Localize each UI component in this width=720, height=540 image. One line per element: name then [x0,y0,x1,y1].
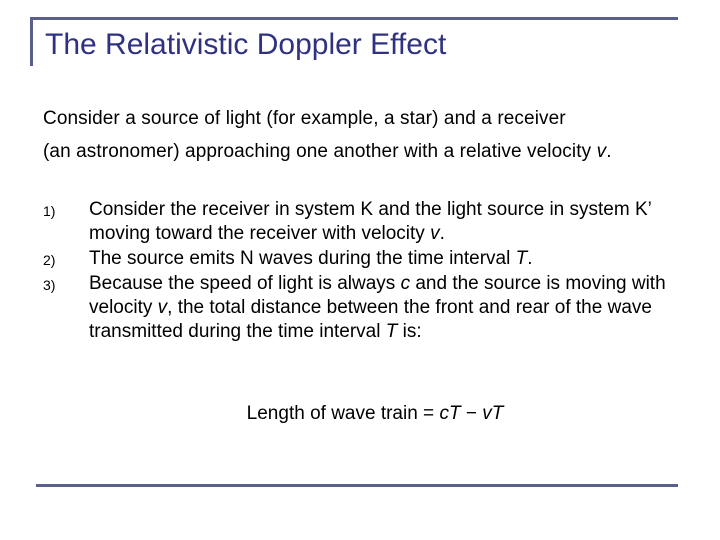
intro-period: . [606,141,612,162]
wave-train-formula [0,403,720,425]
slide-frame-left-rule [30,17,33,66]
list-text: Because the speed of light is always [89,273,401,294]
intro-line-1: Consider a source of light (for example, a star) and a receiver [43,108,566,129]
time-variable: T [385,321,398,342]
list-text: . [439,223,445,244]
velocity-variable: v [157,297,168,318]
list-number: 2) [43,252,56,268]
slide-frame-top-rule [30,17,678,20]
formula-prefix: Length of wave train = [246,403,440,424]
slide-title: The Relativistic Doppler Effect [45,28,447,61]
intro-line-2: (an astronomer) approaching one another with a relative velocity [43,141,597,162]
velocity-variable: v [482,403,492,424]
list-text: , the total distance between the front and rear of the wave transmitted during the time interval [89,297,652,342]
velocity-variable: v [596,141,607,162]
time-variable: T [515,248,528,269]
list-text: and the source is moving with velocity [89,273,666,318]
list-item [43,198,708,246]
list-number: 3) [43,277,56,293]
list-item [43,247,708,271]
intro-paragraph [43,102,703,168]
light-speed-variable: c [439,403,449,424]
list-item [43,272,708,344]
time-variable: T [448,403,461,424]
slide-frame-bottom-rule [36,484,678,487]
light-speed-variable: c [400,273,411,294]
list-number: 1) [43,203,56,219]
time-variable: T [491,403,504,424]
list-text: Consider the receiver in system K and the light source in system K’ moving toward the receiver with velocity [89,199,652,244]
list-text: is: [397,321,422,342]
minus-sign: − [460,403,483,424]
velocity-variable: v [430,223,440,244]
list-text: . [527,248,533,269]
list-text: The source emits N waves during the time interval [89,248,516,269]
numbered-list [43,198,708,344]
